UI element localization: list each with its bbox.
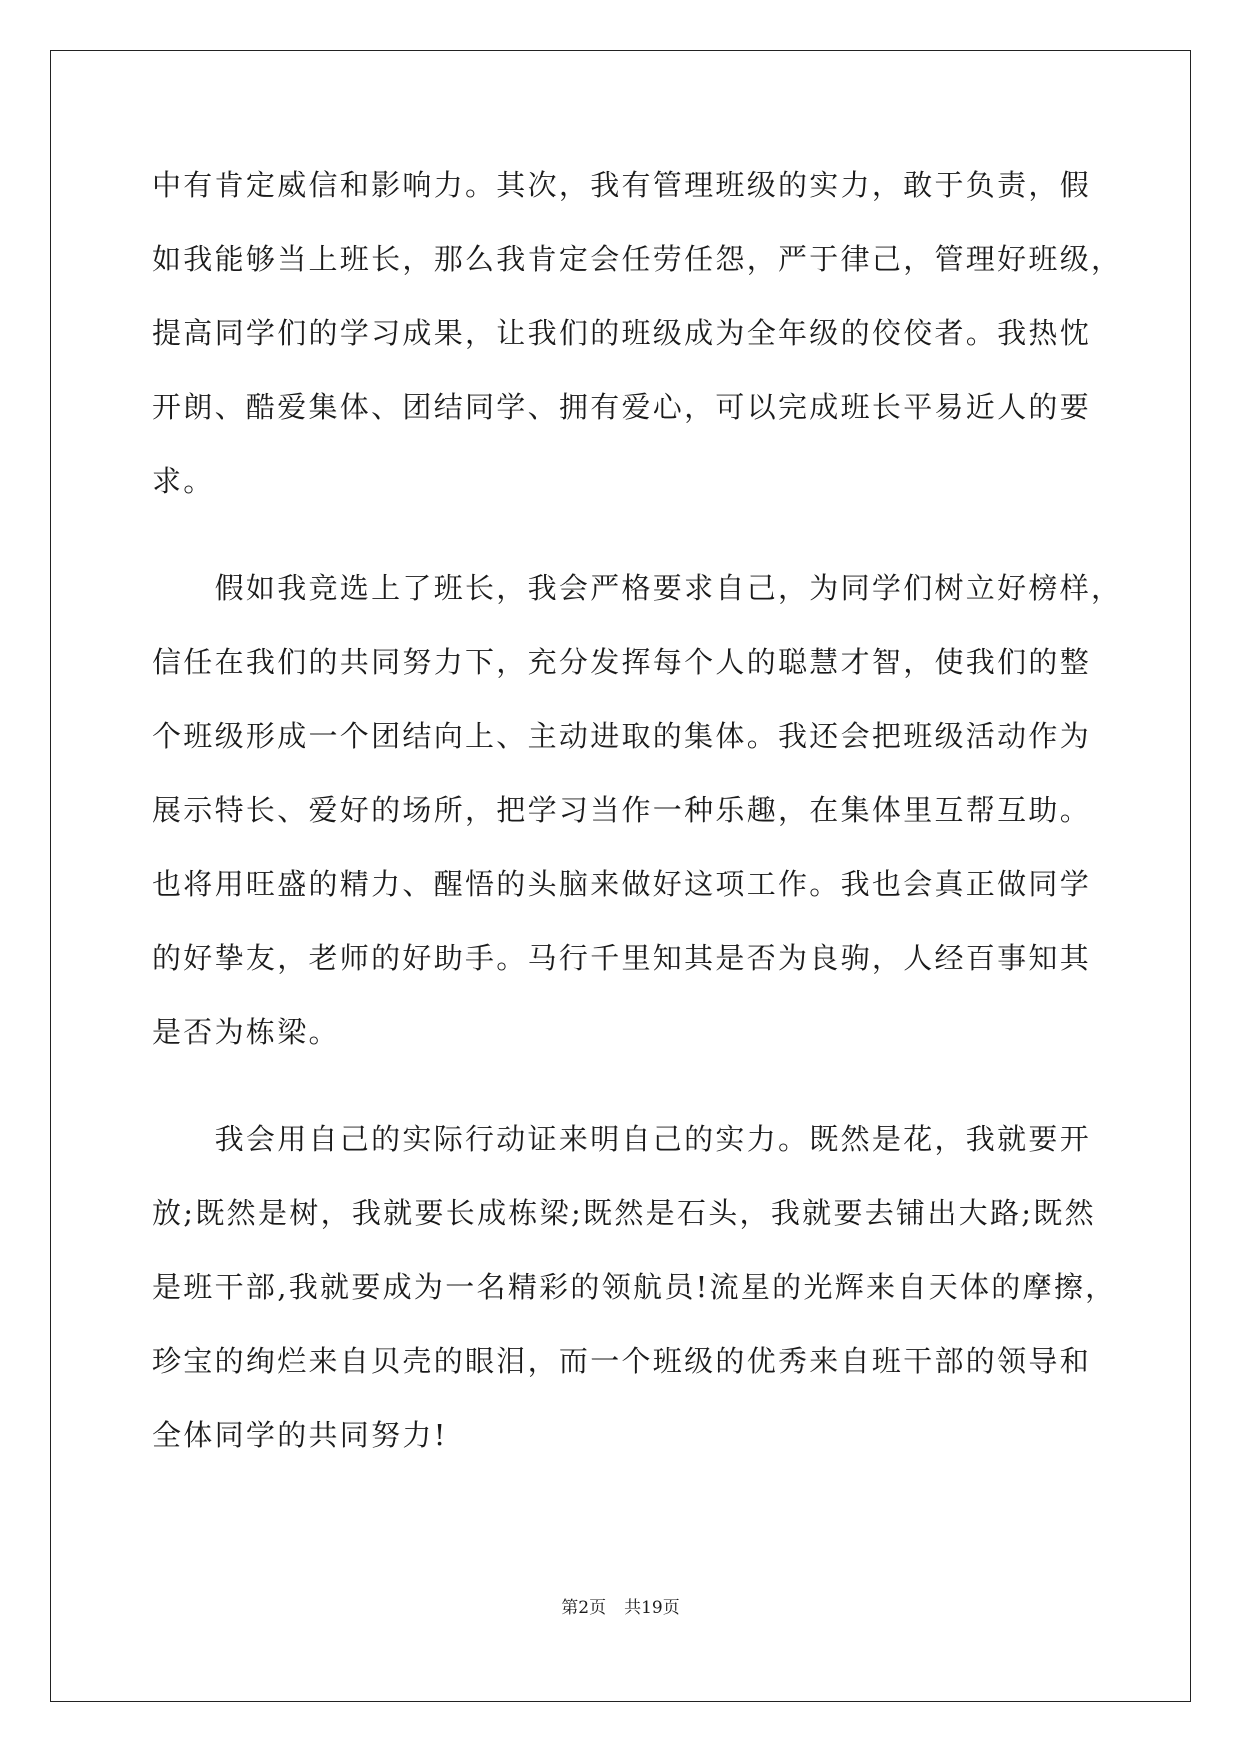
text-line: 中有肯定威信和影响力。其次，我有管理班级的实力，敢于负责，假 xyxy=(152,168,1092,202)
text-line: 的好挚友，老师的好助手。马行千里知其是否为良驹，人经百事知其 xyxy=(152,941,1092,975)
text-line: 放;既然是树，我就要长成栋梁;既然是石头，我就要去铺出大路;既然 xyxy=(152,1196,1096,1230)
text-line: 求。 xyxy=(152,464,215,498)
text-line: 也将用旺盛的精力、醒悟的头脑来做好这项工作。我也会真正做同学 xyxy=(152,867,1092,901)
text-line: 是班干部,我就要成为一名精彩的领航员!流星的光辉来自天体的摩擦， xyxy=(152,1270,1117,1304)
text-line: 全体同学的共同努力! xyxy=(152,1418,448,1452)
text-line: 开朗、酷爱集体、团结同学、拥有爱心，可以完成班长平易近人的要 xyxy=(152,390,1092,424)
text-line: 是否为栋梁。 xyxy=(152,1015,340,1049)
text-line: 展示特长、爱好的场所，把学习当作一种乐趣，在集体里互帮互助。 xyxy=(152,793,1092,827)
text-line: 假如我竞选上了班长，我会严格要求自己，为同学们树立好榜样， xyxy=(152,571,1123,605)
text-line: 提高同学们的学习成果，让我们的班级成为全年级的佼佼者。我热忱 xyxy=(152,316,1092,350)
text-line: 我会用自己的实际行动证来明自己的实力。既然是花，我就要开 xyxy=(152,1122,1092,1156)
text-line: 信任在我们的共同努力下，充分发挥每个人的聪慧才智，使我们的整 xyxy=(152,645,1092,679)
text-line: 珍宝的绚烂来自贝壳的眼泪，而一个班级的优秀来自班干部的领导和 xyxy=(152,1344,1092,1378)
text-line: 个班级形成一个团结向上、主动进取的集体。我还会把班级活动作为 xyxy=(152,719,1092,753)
page-total: 共19页 xyxy=(624,1598,680,1618)
page-number: 第2页 xyxy=(561,1598,607,1618)
text-line: 如我能够当上班长，那么我肯定会任劳任怨，严于律己，管理好班级， xyxy=(152,242,1123,276)
page-footer xyxy=(0,1596,1241,1620)
